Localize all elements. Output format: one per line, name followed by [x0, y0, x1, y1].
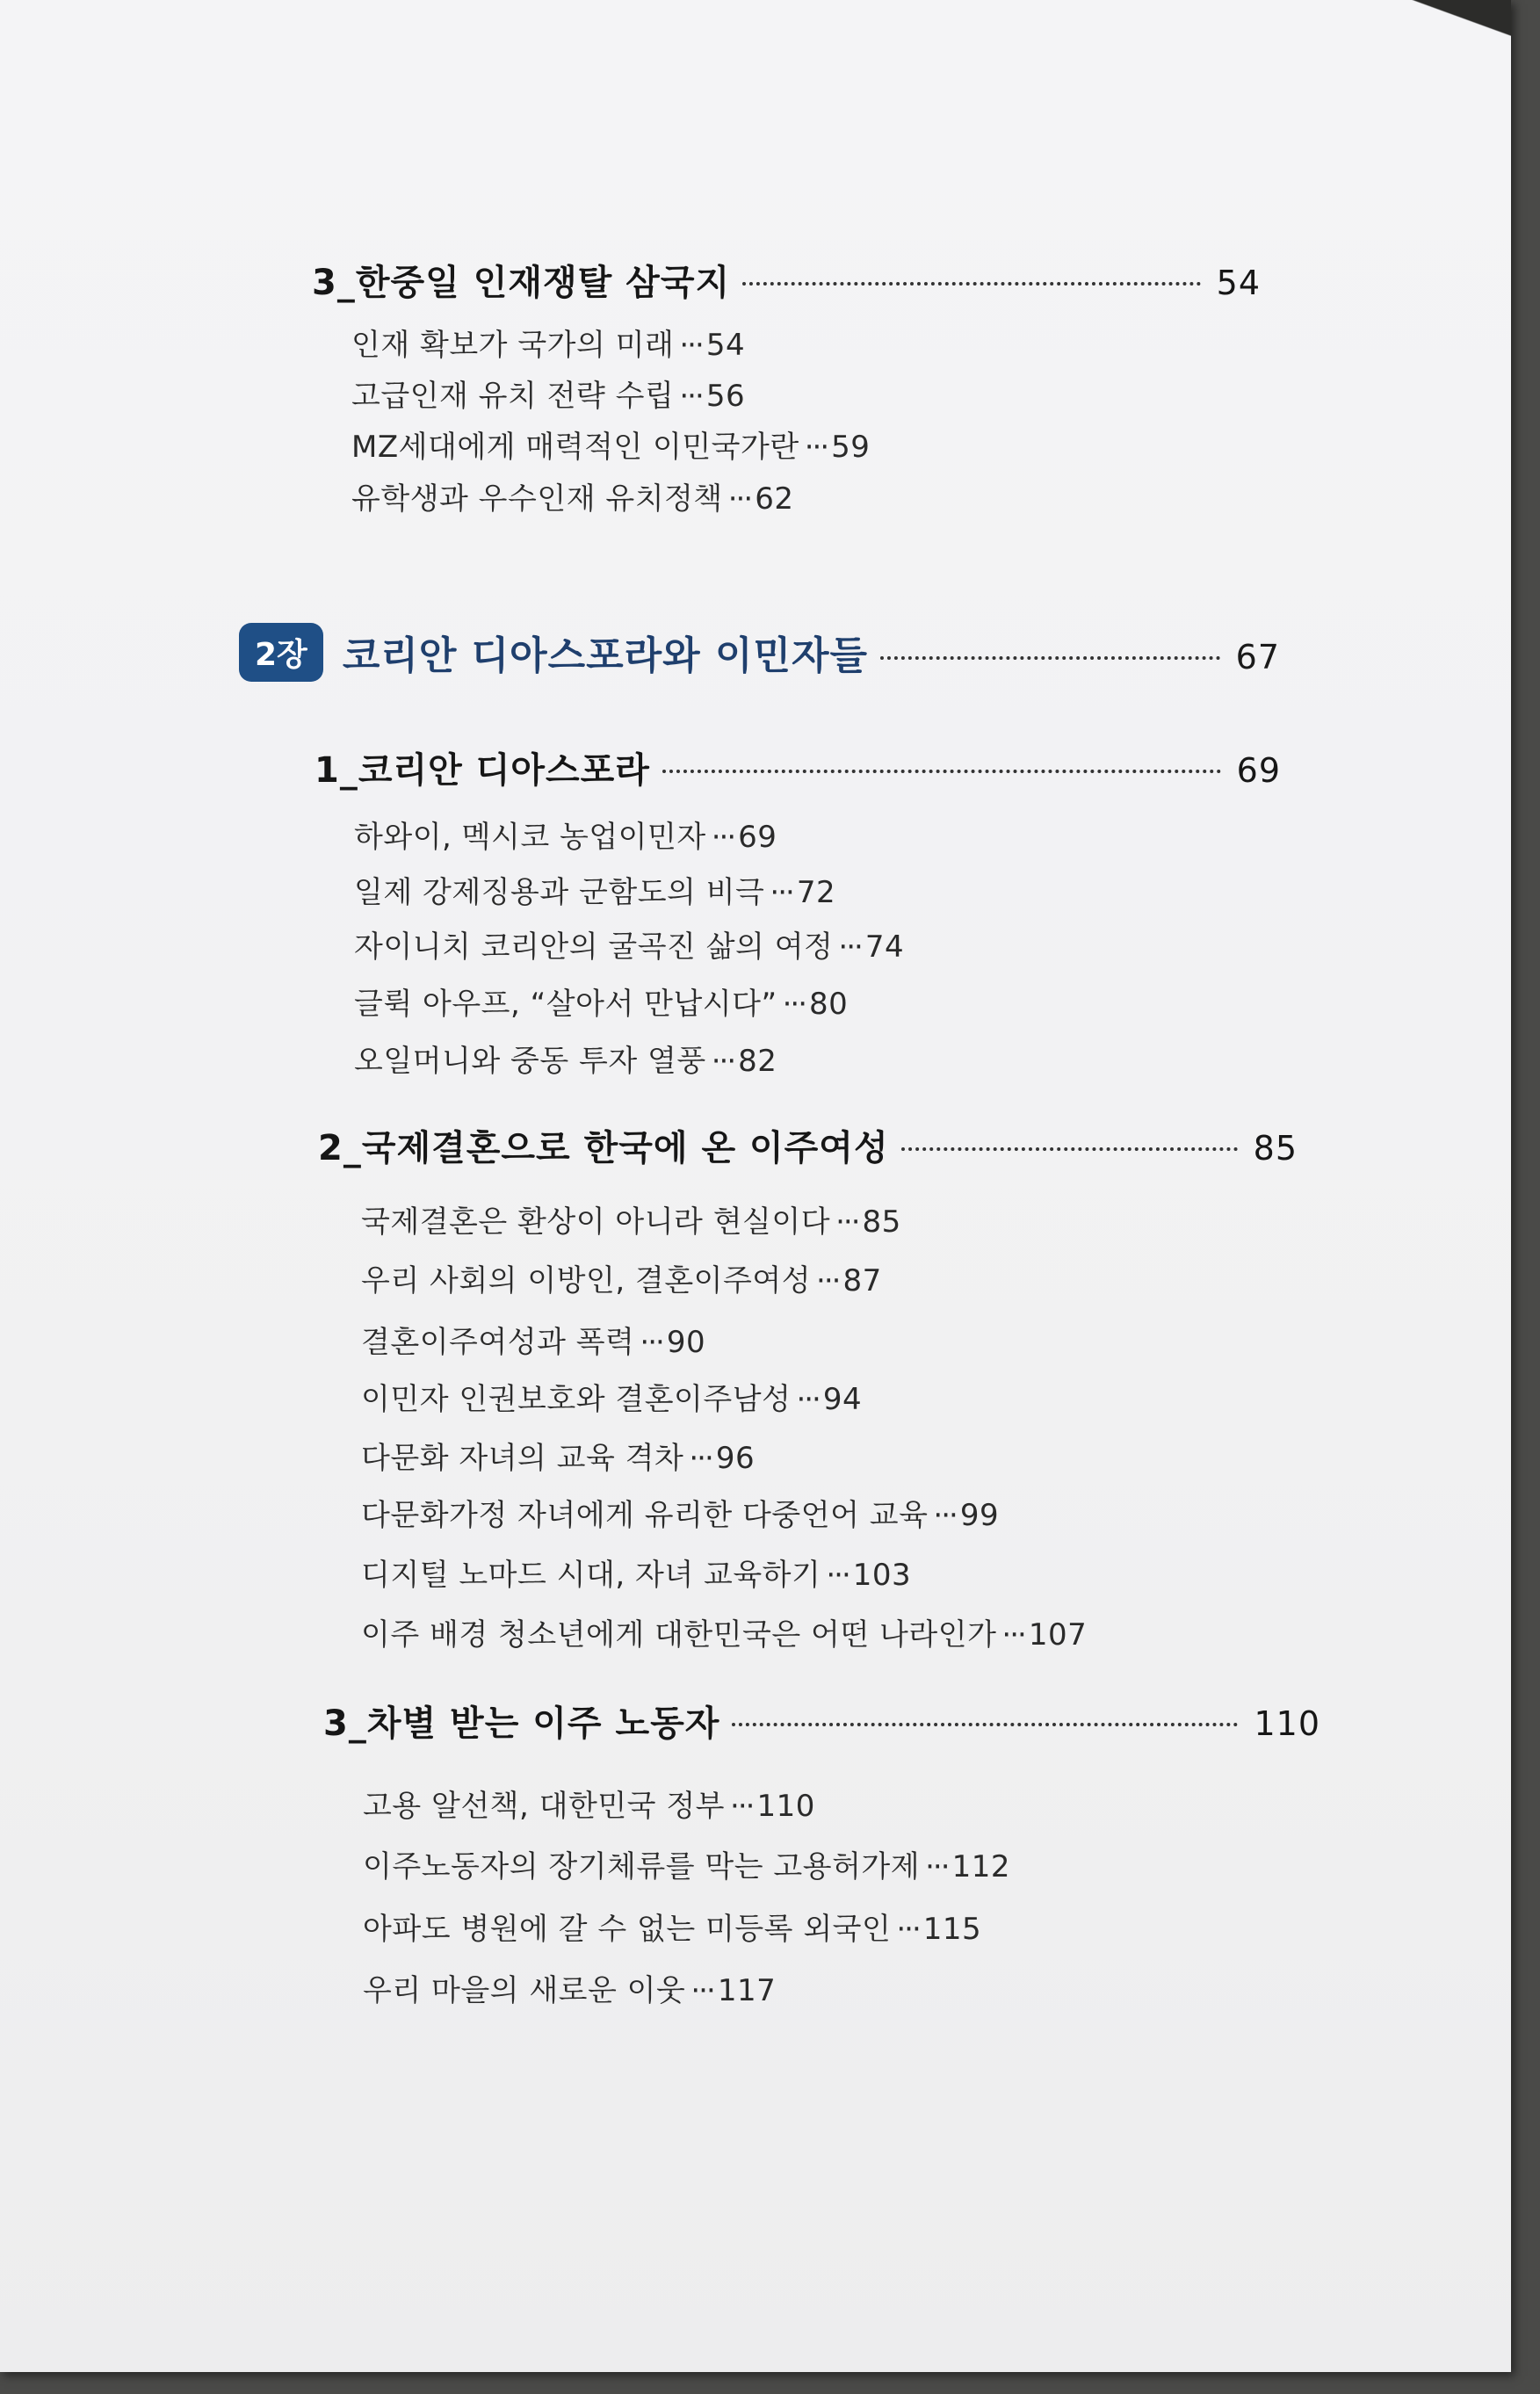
item-page: 74: [864, 929, 905, 965]
toc-item: [361, 1256, 882, 1299]
item-title: 일제 강제징용과 군함도의 비극: [354, 875, 765, 910]
item-title: 다문화 자녀의 교육 격차: [361, 1441, 684, 1476]
chapter-page: 67: [1235, 638, 1280, 676]
section-heading: [318, 1120, 1298, 1170]
section-number: 3_: [312, 263, 356, 303]
item-title: 디지털 노마드 시대, 자녀 교육하기: [361, 1558, 821, 1593]
item-page: 90: [666, 1325, 706, 1360]
dot-leader: [742, 282, 1201, 286]
ellipsis: ···: [711, 1044, 735, 1079]
ellipsis: ···: [727, 481, 752, 517]
toc-item: [361, 1491, 999, 1534]
dot-leader: [662, 770, 1221, 773]
item-title: 자이니치 코리안의 굴곡진 삶의 여정: [354, 929, 834, 965]
section-heading: [312, 255, 1261, 305]
item-page: 62: [755, 481, 794, 517]
item-page: 99: [959, 1498, 1000, 1533]
item-title: 고급인재 유치 전략 수립: [351, 379, 675, 414]
page-corner-shadow: [1406, 0, 1511, 79]
toc-item: [361, 1197, 901, 1240]
item-title: 고용 알선책, 대한민국 정부: [363, 1789, 726, 1824]
item-page: 85: [862, 1204, 901, 1240]
ellipsis: ···: [835, 1204, 859, 1240]
item-page: 80: [809, 987, 849, 1022]
item-title: 이주노동자의 장기체류를 막는 고용허가제: [363, 1849, 921, 1884]
dot-leader: [880, 656, 1220, 660]
toc-item: [351, 321, 745, 364]
chapter-heading: [239, 624, 1280, 685]
ellipsis: ···: [933, 1498, 957, 1533]
ellipsis: ···: [711, 820, 735, 855]
item-title: 아파도 병원에 갈 수 없는 미등록 외국인: [363, 1912, 892, 1947]
section-page: 69: [1236, 751, 1281, 790]
toc-item: [354, 813, 777, 856]
toc-item: [361, 1434, 755, 1477]
toc-item: [361, 1551, 911, 1594]
item-title: MZ세대에게 매력적인 이민국가란: [351, 430, 799, 465]
chapter-badge: 2장: [239, 623, 323, 682]
item-page: 87: [842, 1263, 882, 1298]
item-page: 59: [831, 430, 871, 465]
item-page: 103: [852, 1558, 912, 1593]
toc-item: [363, 1782, 815, 1825]
section-number: 3_: [323, 1703, 367, 1744]
item-page: 82: [738, 1044, 777, 1079]
item-title: 이주 배경 청소년에게 대한민국은 어떤 나라인가: [361, 1617, 997, 1653]
section-heading: [315, 742, 1281, 792]
ellipsis: ···: [730, 1789, 754, 1824]
toc-item: [363, 1842, 1010, 1885]
section-title: 차별 받는 이주 노동자: [366, 1703, 720, 1744]
toc-item: [351, 423, 870, 466]
item-page: 115: [922, 1912, 982, 1947]
toc-item: [354, 980, 848, 1023]
ellipsis: ···: [816, 1263, 840, 1298]
item-page: 54: [705, 328, 746, 363]
item-page: 107: [1028, 1617, 1088, 1653]
item-title: 이민자 인권보호와 결혼이주남성: [361, 1382, 792, 1417]
item-page: 56: [705, 379, 746, 414]
ellipsis: ···: [838, 929, 862, 965]
section-page: 110: [1254, 1704, 1320, 1743]
item-title: 우리 마을의 새로운 이웃: [363, 1973, 686, 2008]
item-title: 유학생과 우수인재 유치정책: [351, 481, 723, 517]
ellipsis: ···: [1001, 1617, 1025, 1653]
ellipsis: ···: [804, 430, 828, 465]
section-title: 코리안 디아스포라: [358, 750, 650, 791]
item-page: 69: [738, 820, 777, 855]
toc-item: [363, 1905, 981, 1948]
ellipsis: ···: [896, 1912, 920, 1947]
ellipsis: ···: [690, 1973, 714, 2008]
ellipsis: ···: [826, 1558, 850, 1593]
item-page: 94: [822, 1382, 863, 1417]
item-title: 인재 확보가 국가의 미래: [351, 328, 675, 363]
item-title: 다문화가정 자녀에게 유리한 다중언어 교육: [361, 1498, 929, 1533]
item-page: 117: [717, 1973, 777, 2008]
toc-item: [363, 1966, 776, 2009]
item-title: 국제결혼은 환상이 아니라 현실이다: [361, 1204, 831, 1240]
item-title: 오일머니와 중동 투자 열풍: [354, 1044, 706, 1079]
toc-item: [361, 1610, 1087, 1653]
item-page: 72: [796, 875, 836, 910]
toc-item: [351, 474, 793, 517]
section-page: 85: [1253, 1129, 1298, 1168]
item-page: 96: [715, 1441, 756, 1476]
item-title: 하와이, 멕시코 농업이민자: [354, 820, 706, 855]
section-title: 국제결혼으로 한국에 온 이주여성: [361, 1128, 889, 1168]
ellipsis: ···: [679, 379, 703, 414]
ellipsis: ···: [679, 328, 703, 363]
section-heading: [323, 1696, 1320, 1746]
toc-item: [351, 372, 745, 415]
item-title: 우리 사회의 이방인, 결혼이주여성: [361, 1263, 812, 1298]
ellipsis: ···: [782, 987, 806, 1022]
toc-item: [354, 922, 904, 966]
item-page: 110: [756, 1789, 815, 1824]
section-number: 2_: [318, 1128, 362, 1168]
item-title: 글뤽 아우프, “살아서 만납시다”: [354, 987, 777, 1022]
toc-item: [361, 1375, 862, 1418]
section-title: 한중일 인재쟁탈 삼국지: [355, 263, 731, 303]
section-page: 54: [1216, 264, 1261, 302]
ellipsis: ···: [640, 1325, 663, 1360]
ellipsis: ···: [689, 1441, 712, 1476]
ellipsis: ···: [925, 1849, 949, 1884]
ellipsis: ···: [770, 875, 793, 910]
dot-leader: [732, 1723, 1238, 1726]
dot-leader: [901, 1147, 1238, 1151]
ellipsis: ···: [796, 1382, 820, 1417]
toc-item: [361, 1318, 705, 1361]
section-number: 1_: [315, 750, 358, 791]
item-page: 112: [951, 1849, 1010, 1884]
chapter-title: 코리안 디아스포라와 이민자들: [342, 633, 869, 678]
toc-item: [354, 868, 835, 911]
item-title: 결혼이주여성과 폭력: [361, 1325, 635, 1360]
toc-item: [354, 1037, 777, 1080]
